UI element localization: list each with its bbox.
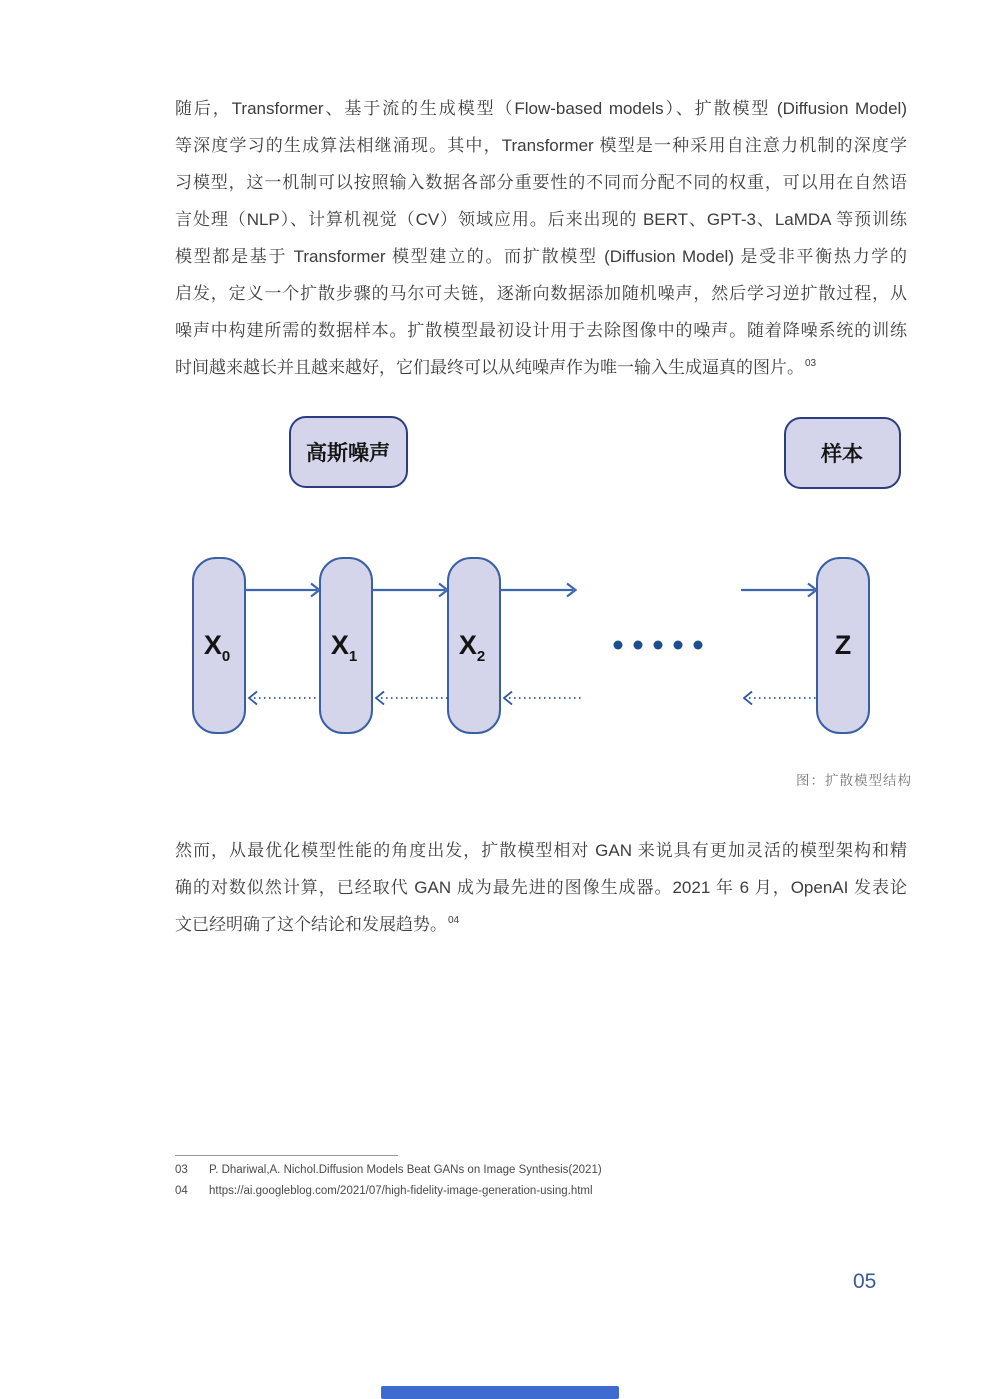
footnote-item [175, 1160, 602, 1181]
footnote-number: 04 [175, 1185, 188, 1197]
footnote-number: 03 [175, 1164, 188, 1176]
paragraph-diffusion-vs-gan [175, 832, 907, 943]
bottom-accent-bar [381, 1386, 619, 1399]
state-label-x1: $X_1$ [330, 630, 358, 665]
body-text-line: 启发，定义一个扩散步骤的马尔可夫链，逐渐向数据添加随机噪声，然后学习逆扩散过程，从 [175, 284, 907, 303]
body-text-line: 习模型，这一机制可以按照输入数据各部分重要性的不同而分配不同的权重，可以用在自然语 [175, 173, 907, 192]
diffusion-model-diagram [170, 400, 930, 760]
state-label-x0: $X_0$ [203, 630, 231, 665]
body-text-line: 等深度学习的生成算法相继涌现。其中，Transformer 模型是一种采用自注意力机制的深度学 [175, 136, 907, 155]
body-text-line: 然而，从最优化模型性能的角度出发，扩散模型相对 GAN 来说具有更加灵活的模型架构和精 [175, 841, 907, 860]
footnote-reference: 04 [448, 915, 460, 927]
gaussian-noise-label: 高斯噪声 [306, 442, 390, 465]
body-text-line: 确的对数似然计算，已经取代 GAN 成为最先进的图像生成器。2021 年 6 月，OpenAI 发表论 [175, 878, 907, 897]
body-text-line: 模型都是基于 Transformer 模型建立的。而扩散模型 (Diffusion Model) 是受非平衡热力学的 [175, 247, 907, 266]
figure-caption: 图：扩散模型结构 [796, 773, 912, 788]
body-text-line: 噪声中构建所需的数据样本。扩散模型最初设计用于去除图像中的噪声。随着降噪系统的训练 [175, 321, 907, 340]
footnote-separator [175, 1155, 398, 1156]
footnote-url[interactable]: https://ai.googleblog.com/2021/07/high-fidelity-image-generation-using.html [209, 1185, 593, 1197]
footnote-reference: 03 [805, 358, 817, 370]
page-number: 05 [853, 1270, 877, 1293]
sample-label: 样本 [821, 443, 863, 466]
body-text-line: 文已经明确了这个结论和发展趋势。$^{04}$ [175, 915, 460, 934]
body-text-line: 时间越来越长并且越来越好，它们最终可以从纯噪声作为唯一输入生成逼真的图片。$^{03}$ [175, 358, 817, 377]
body-text-line: 随后，Transformer、基于流的生成模型（Flow-based models）、扩散模型 (Diffusion Model) [175, 99, 907, 118]
paragraph-intro-generative-models [175, 90, 907, 386]
state-label-x2: $X_2$ [458, 630, 486, 665]
state-label-z: Z [834, 630, 852, 660]
footnote-text: P. Dhariwal,A. Nichol.Diffusion Models Beat GANs on Image Synthesis(2021) [209, 1164, 602, 1176]
body-text-line: 言处理（NLP）、计算机视觉（CV）领域应用。后来出现的 BERT、GPT-3、LaMDA 等预训练 [175, 210, 907, 229]
footnote-item [175, 1181, 602, 1202]
footnotes [175, 1160, 602, 1202]
ellipsis-dots [614, 641, 703, 650]
